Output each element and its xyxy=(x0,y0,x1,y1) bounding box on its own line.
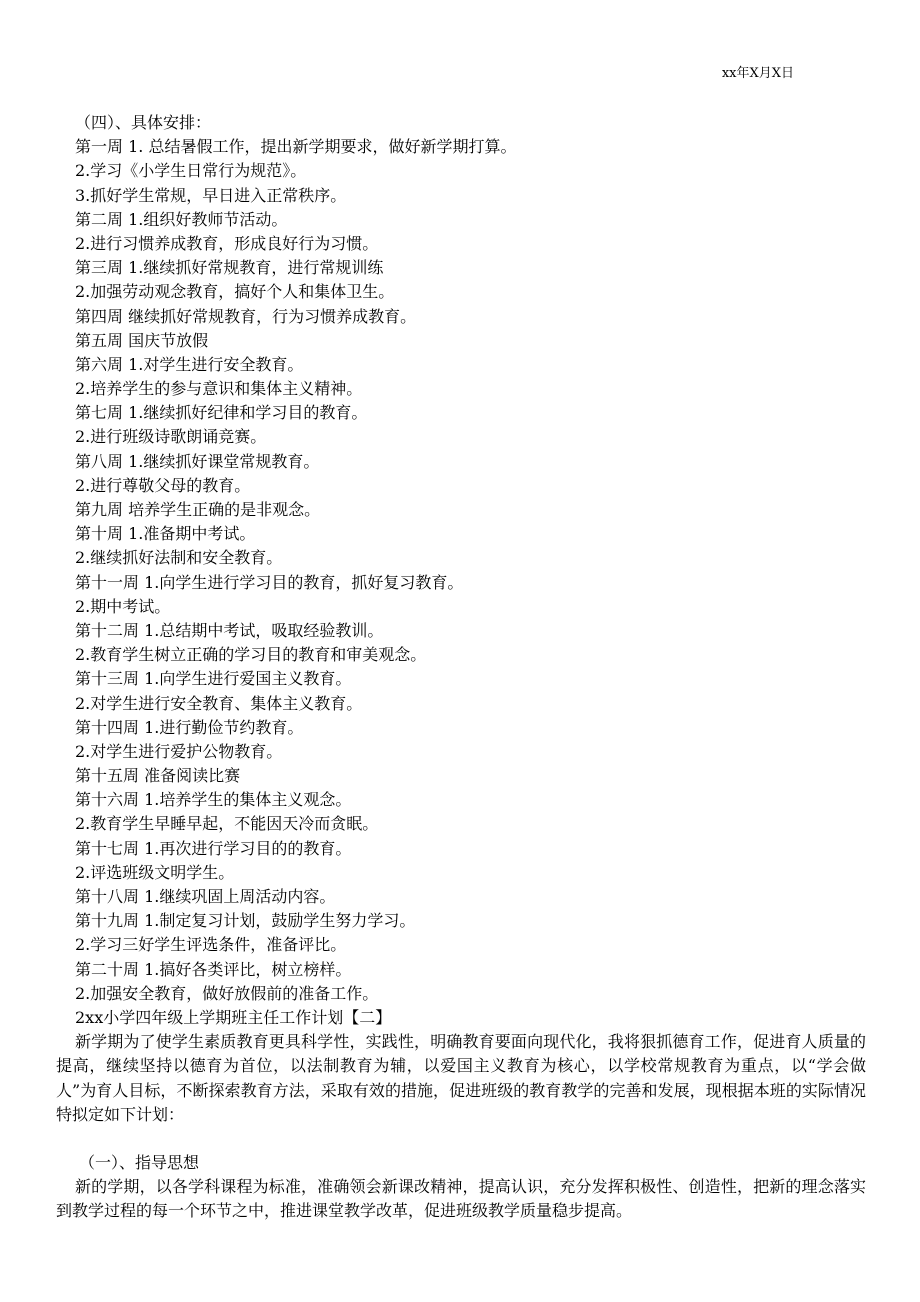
schedule-line: 第十二周 1.总结期中考试，吸取经验教训。 xyxy=(75,620,384,640)
header-date: xx年X月X日 xyxy=(721,66,794,81)
schedule-line: 2.期中考试。 xyxy=(75,596,171,616)
schedule-line: 第十六周 1.培养学生的集体主义观念。 xyxy=(75,790,352,810)
schedule-line: 第一周 1. 总结暑假工作，提出新学期要求，做好新学期打算。 xyxy=(75,137,517,157)
schedule-line: 2.对学生进行爱护公物教育。 xyxy=(75,741,283,761)
section-one-paragraph: 新的学期，以各学科课程为标准，准确领会新课改精神，提高认识，充分发挥积极性、创造性，把新的理念落实到教学过程的每一个环节之中，推进课堂教学改革，促进班级教学质量稳步提高。 xyxy=(56,1177,866,1221)
schedule-line: 第九周 培养学生正确的是非观念。 xyxy=(75,500,321,519)
schedule-line: 第十三周 1.向学生进行爱国主义教育。 xyxy=(75,669,352,689)
schedule-line: 2.对学生进行安全教育、集体主义教育。 xyxy=(75,693,363,713)
schedule-line: 第十七周 1.再次进行学习目的的教育。 xyxy=(75,838,352,858)
schedule-line: 第二十周 1.搞好各类评比，树立榜样。 xyxy=(75,959,352,979)
schedule-line: 第八周 1.继续抓好课堂常规教育。 xyxy=(75,451,320,471)
schedule-line: 第十九周 1.制定复习计划，鼓励学生努力学习。 xyxy=(75,911,416,931)
schedule-line: 2.继续抓好法制和安全教育。 xyxy=(75,548,283,568)
section-one-heading: （一）、指导思想 xyxy=(79,1152,200,1172)
schedule-line: 第十五周 准备阅读比赛 xyxy=(75,766,241,786)
schedule-line: 2.进行习惯养成教育，形成良好行为习惯。 xyxy=(75,233,379,253)
plan-two-title: 2xx小学四年级上学期班主任工作计划【二】 xyxy=(75,1007,392,1027)
schedule-line: 2.加强劳动观念教育，搞好个人和集体卫生。 xyxy=(75,282,395,302)
schedule-line: 2.学习《小学生日常行为规范》。 xyxy=(75,161,307,181)
schedule-line: 2.教育学生早睡早起，不能因天冷而贪眠。 xyxy=(75,814,379,834)
schedule-line: 第六周 1.对学生进行安全教育。 xyxy=(75,354,304,374)
schedule-line: 2.教育学生树立正确的学习目的教育和审美观念。 xyxy=(75,645,427,665)
schedule-line: 第二周 1.组织好教师节活动。 xyxy=(75,209,288,229)
schedule-line: 2.加强安全教育，做好放假前的准备工作。 xyxy=(75,983,379,1003)
schedule-list xyxy=(75,135,865,1006)
schedule-line: 第五周 国庆节放假 xyxy=(75,330,209,350)
schedule-heading: （四）、具体安排： xyxy=(75,113,212,132)
schedule-line: 2.进行尊敬父母的教育。 xyxy=(75,475,251,495)
plan-two-intro-paragraph: 新学期为了使学生素质教育更具科学性，实践性，明确教育要面向现代化，我将狠抓德育工作，促进育人质量的提高，继续坚持以德育为首位，以法制教育为辅，以爱国主义教育为核心，以学校常规教育为重点，以“学会做人”为育人目标，不断探索教育方法，采取有效的措施，促进班级的教育教学的完善和发展，现根据本班的实际情况特拟定如下计划： xyxy=(56,1032,866,1124)
schedule-line: 第十八周 1.继续巩固上周活动内容。 xyxy=(75,887,336,906)
schedule-line: 第十周 1.准备期中考试。 xyxy=(75,524,256,544)
schedule-line: 3.抓好学生常规，早日进入正常秩序。 xyxy=(75,185,347,205)
schedule-line: 第七周 1.继续抓好纪律和学习目的教育。 xyxy=(75,403,368,423)
schedule-line: 2.进行班级诗歌朗诵竞赛。 xyxy=(75,427,267,447)
schedule-line: 第三周 1.继续抓好常规教育，进行常规训练 xyxy=(75,258,384,278)
schedule-line: 2.培养学生的参与意识和集体主义精神。 xyxy=(75,379,363,399)
schedule-line: 第四周 继续抓好常规教育，行为习惯养成教育。 xyxy=(75,306,417,326)
schedule-line: 第十四周 1.进行勤俭节约教育。 xyxy=(75,717,304,737)
schedule-line: 2.评选班级文明学生。 xyxy=(75,862,235,882)
document-body xyxy=(56,111,866,1224)
schedule-line: 2.学习三好学生评选条件，准备评比。 xyxy=(75,935,347,955)
schedule-line: 第十一周 1.向学生进行学习目的教育，抓好复习教育。 xyxy=(75,572,464,592)
